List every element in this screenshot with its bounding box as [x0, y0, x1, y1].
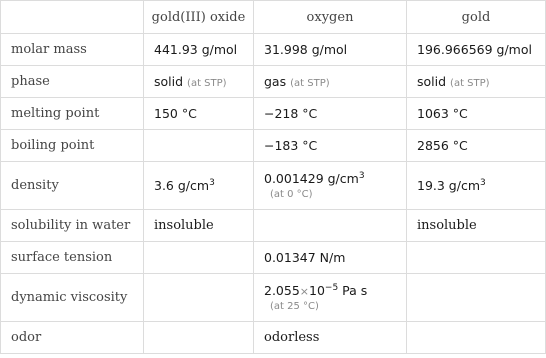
cell-value	[144, 274, 254, 322]
cell-value: 31.998 g/mol	[254, 34, 407, 66]
cell-value	[407, 274, 546, 322]
header-gold-iii-oxide: gold(III) oxide	[144, 1, 254, 34]
table-row	[1, 98, 546, 130]
density-value: 3.6 g/cm	[154, 178, 210, 193]
exponent: 3	[358, 170, 365, 181]
mantissa: 2.055	[264, 283, 300, 298]
table-row	[1, 210, 546, 242]
cell-value	[254, 210, 407, 242]
phase-value: gas	[264, 74, 287, 89]
row-label: dynamic viscosity	[1, 274, 144, 322]
cell-value	[254, 162, 407, 210]
base: 10	[309, 283, 325, 298]
row-label: boiling point	[1, 130, 144, 162]
cell-value	[407, 162, 546, 210]
exponent: 3	[480, 177, 486, 188]
table-row	[1, 34, 546, 66]
cell-value: 150 °C	[144, 98, 254, 130]
cell-value: 441.93 g/mol	[144, 34, 254, 66]
cell-value	[144, 162, 254, 210]
cell-value: 196.966569 g/mol	[407, 34, 546, 66]
exponent: 3	[209, 177, 215, 188]
cell-value	[144, 130, 254, 162]
condition-note: (at STP)	[290, 78, 330, 89]
table-row	[1, 130, 546, 162]
cell-value: odorless	[254, 322, 407, 354]
condition-note: (at STP)	[187, 78, 227, 89]
cell-value	[144, 242, 254, 274]
cell-value: −218 °C	[254, 98, 407, 130]
density-value: 19.3 g/cm	[417, 178, 481, 193]
cell-value: 1063 °C	[407, 98, 546, 130]
cell-value	[144, 322, 254, 354]
density-value: 0.001429 g/cm	[264, 171, 359, 186]
phase-value: solid	[417, 74, 447, 89]
row-label: phase	[1, 66, 144, 98]
cell-value	[254, 274, 407, 322]
condition-note: (at 0 °C)	[270, 189, 313, 200]
header-oxygen: oxygen	[254, 1, 407, 34]
row-label: melting point	[1, 98, 144, 130]
exponent: −5	[324, 282, 339, 293]
table-row	[1, 242, 546, 274]
cell-value: 2856 °C	[407, 130, 546, 162]
table-row	[1, 66, 546, 98]
cell-value	[144, 66, 254, 98]
header-row	[1, 1, 546, 34]
cell-value: insoluble	[144, 210, 254, 242]
cell-value: 0.01347 N/m	[254, 242, 407, 274]
row-label: solubility in water	[1, 210, 144, 242]
times-sign: ×	[299, 285, 310, 298]
unit: Pa s	[338, 283, 368, 298]
table-row	[1, 162, 546, 210]
header-corner	[1, 1, 144, 34]
phase-value: solid	[154, 74, 184, 89]
header-gold: gold	[407, 1, 546, 34]
condition-note: (at 25 °C)	[270, 301, 319, 312]
cell-value	[407, 66, 546, 98]
cell-value	[254, 66, 407, 98]
cell-value	[407, 322, 546, 354]
table-row	[1, 322, 546, 354]
row-label: molar mass	[1, 34, 144, 66]
cell-value: −183 °C	[254, 130, 407, 162]
cell-value	[407, 242, 546, 274]
table-row	[1, 274, 546, 322]
row-label: surface tension	[1, 242, 144, 274]
row-label: density	[1, 162, 144, 210]
condition-note: (at STP)	[450, 78, 490, 89]
row-label: odor	[1, 322, 144, 354]
cell-value: insoluble	[407, 210, 546, 242]
